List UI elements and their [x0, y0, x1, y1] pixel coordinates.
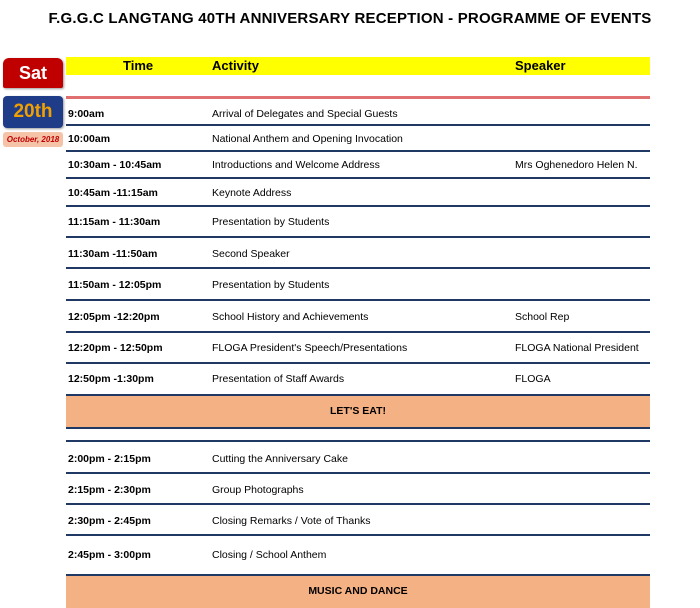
row-time: 12:05pm -12:20pm	[68, 311, 160, 323]
row-activity: Closing Remarks / Vote of Thanks	[212, 515, 371, 527]
table-row	[66, 179, 650, 207]
table-row	[66, 238, 650, 269]
row-time: 2:30pm - 2:45pm	[68, 515, 151, 527]
row-time: 11:50am - 12:05pm	[68, 279, 162, 291]
page-title: F.G.G.C LANGTANG 40TH ANNIVERSARY RECEPTION - PROGRAMME OF EVENTS	[48, 10, 652, 27]
row-activity: Cutting the Anniversary Cake	[212, 453, 348, 465]
row-activity: Second Speaker	[212, 248, 290, 260]
header-divider	[66, 96, 650, 99]
header-activity: Activity	[212, 58, 259, 73]
row-activity: Group Photographs	[212, 484, 304, 496]
table-row	[66, 364, 650, 394]
row-speaker: Mrs Oghenedoro Helen N.	[515, 159, 638, 171]
music-band-label: MUSIC AND DANCE	[308, 585, 408, 597]
music-band	[66, 574, 650, 608]
date-badge: 20th	[3, 96, 63, 128]
table-row	[66, 505, 650, 536]
row-time: 10:30am - 10:45am	[68, 159, 162, 171]
row-activity: Keynote Address	[212, 187, 292, 199]
row-time: 11:15am - 11:30am	[68, 216, 161, 228]
row-time: 12:50pm -1:30pm	[68, 373, 154, 385]
header-speaker: Speaker	[515, 58, 566, 73]
row-time: 2:45pm - 3:00pm	[68, 549, 151, 561]
table-row	[66, 126, 650, 152]
row-activity: Closing / School Anthem	[212, 549, 327, 561]
row-activity: Arrival of Delegates and Special Guests	[212, 108, 398, 120]
row-activity: Presentation of Staff Awards	[212, 373, 345, 385]
row-activity: Introductions and Welcome Address	[212, 159, 380, 171]
table-row	[66, 152, 650, 179]
table-row	[66, 333, 650, 364]
table-row	[66, 269, 650, 301]
row-time: 12:20pm - 12:50pm	[68, 342, 163, 354]
row-activity: FLOGA President's Speech/Presentations	[212, 342, 408, 354]
table-row	[66, 301, 650, 333]
row-speaker: FLOGA	[515, 373, 551, 385]
row-time: 2:00pm - 2:15pm	[68, 453, 151, 465]
row-activity: School History and Achievements	[212, 311, 369, 323]
lunch-band	[66, 394, 650, 429]
row-speaker: School Rep	[515, 311, 570, 323]
table-row	[66, 536, 650, 574]
month-badge: October, 2018	[3, 132, 63, 147]
day-badge: Sat	[3, 58, 63, 88]
table-row	[66, 442, 650, 474]
table-row	[66, 474, 650, 505]
row-time: 10:45am -11:15am	[68, 187, 158, 199]
table-header	[66, 57, 650, 75]
row-time: 11:30am -11:50am	[68, 248, 158, 260]
row-speaker: FLOGA National President	[515, 342, 639, 354]
row-activity: Presentation by Students	[212, 216, 330, 228]
lunch-band-label: LET'S EAT!	[330, 405, 386, 417]
table-row	[66, 207, 650, 238]
header-time: Time	[123, 58, 154, 73]
row-activity: Presentation by Students	[212, 279, 330, 291]
row-time: 2:15pm - 2:30pm	[68, 484, 151, 496]
row-activity: National Anthem and Opening Invocation	[212, 133, 403, 145]
row-time: 9:00am	[68, 108, 105, 120]
row-time: 10:00am	[68, 133, 111, 145]
table-row	[66, 100, 650, 126]
